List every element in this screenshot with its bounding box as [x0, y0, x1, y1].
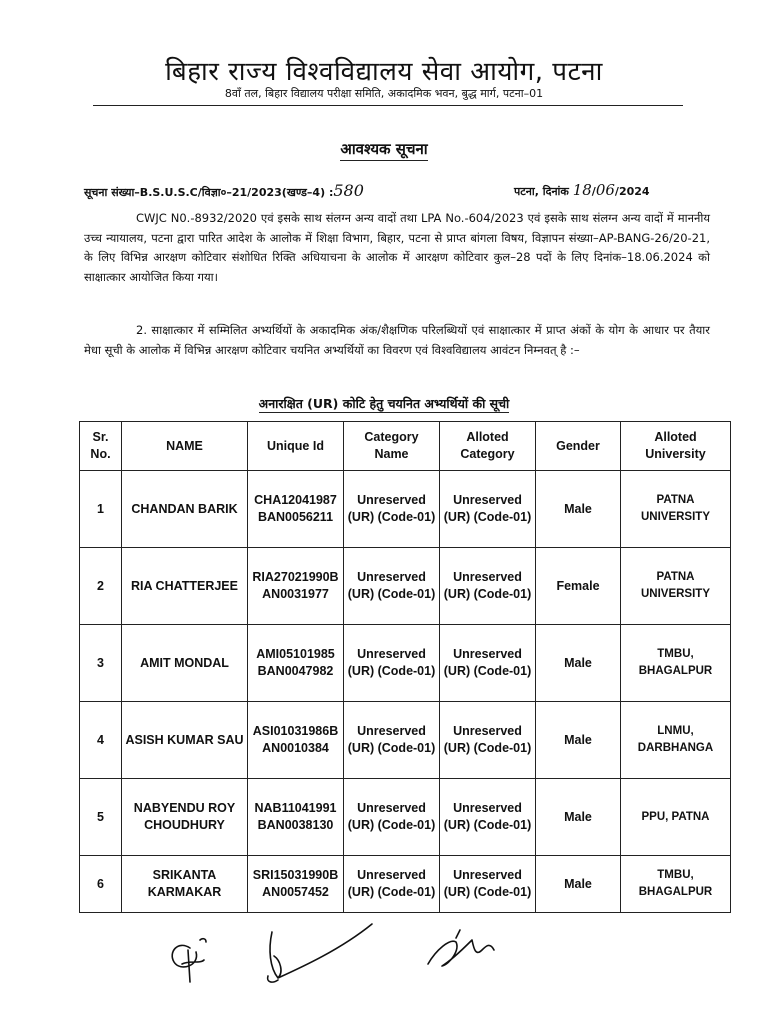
- date-day: 18: [572, 181, 592, 199]
- signature-strokes: [160, 920, 560, 1000]
- reference-number: 580: [333, 181, 364, 200]
- cell-sr: 2: [80, 548, 122, 625]
- cell-gender: Male: [536, 471, 621, 548]
- signature-2: [268, 924, 372, 982]
- table-title-text: अनारक्षित (UR) कोटि हेतु चयनित अभ्यर्थियों की सूची: [258, 396, 510, 411]
- table-row: [80, 702, 731, 779]
- signature-1: [172, 939, 206, 982]
- cell-alloted-category: Unreserved (UR) (Code-01): [440, 548, 536, 625]
- cell-alloted-category: Unreserved (UR) (Code-01): [440, 625, 536, 702]
- cell-gender: Male: [536, 702, 621, 779]
- selected-candidates-table: [79, 421, 731, 913]
- cell-university: TMBU, BHAGALPUR: [621, 856, 731, 913]
- header-unique-id: Unique Id: [248, 422, 344, 471]
- cell-sr: 6: [80, 856, 122, 913]
- notice-reference: [84, 181, 364, 200]
- date-year: /2024: [614, 185, 650, 198]
- notice-heading: [0, 139, 768, 159]
- organization-address: 8वाँ तल, बिहार विद्यालय परीक्षा समिति, अकादमिक भवन, बुद्ध मार्ग, पटना–01: [224, 87, 544, 100]
- cell-name: RIA CHATTERJEE: [122, 548, 248, 625]
- header-alloted-category: Alloted Category: [440, 422, 536, 471]
- cell-name: NABYENDU ROY CHOUDHURY: [122, 779, 248, 856]
- header-name: NAME: [122, 422, 248, 471]
- cell-sr: 3: [80, 625, 122, 702]
- cell-unique-id: CHA12041987 BAN0056211: [248, 471, 344, 548]
- table-row: [80, 779, 731, 856]
- cell-gender: Male: [536, 856, 621, 913]
- cell-sr: 5: [80, 779, 122, 856]
- cell-unique-id: ASI01031986BAN0010384: [248, 702, 344, 779]
- cell-university: PPU, PATNA: [621, 779, 731, 856]
- header-sr-no: Sr. No.: [80, 422, 122, 471]
- table-header-row: [80, 422, 731, 471]
- cell-gender: Male: [536, 779, 621, 856]
- cell-name: AMIT MONDAL: [122, 625, 248, 702]
- cell-unique-id: SRI15031990BAN0057452: [248, 856, 344, 913]
- table-row: [80, 471, 731, 548]
- cell-category: Unreserved (UR) (Code-01): [344, 779, 440, 856]
- table-row: [80, 856, 731, 913]
- table-row: [80, 625, 731, 702]
- cell-category: Unreserved (UR) (Code-01): [344, 471, 440, 548]
- header-gender: Gender: [536, 422, 621, 471]
- cell-alloted-category: Unreserved (UR) (Code-01): [440, 779, 536, 856]
- signatures: [160, 920, 560, 1000]
- notice-heading-text: आवश्यक सूचना: [340, 140, 427, 161]
- cell-category: Unreserved (UR) (Code-01): [344, 702, 440, 779]
- cell-category: Unreserved (UR) (Code-01): [344, 548, 440, 625]
- cell-unique-id: AMI05101985 BAN0047982: [248, 625, 344, 702]
- cell-alloted-category: Unreserved (UR) (Code-01): [440, 702, 536, 779]
- paragraph-1: CWJC N0.-8932/2020 एवं इसके साथ संलग्न अन्य वादों तथा LPA No.-604/2023 एवं इसके साथ संलग्न अन्य वादों में माननीय उच्च न्यायालय, पटना द्वारा पारित आदेश के आलोक में शिक्षा विभाग, बिहार, पटना से प्राप्त बांगला विषय, विज्ञापन संख्या–AP-BANG-26/20-21, के लिए विभिन्न आरक्षण कोटिवार संशोधित रिक्ति अधियाचना के आलोक में आरक्षण कोटिवार कुल–28 पदों के लिए दिनांक–18.06.2024 को साक्षात्कार आयोजित किया गया।: [84, 211, 710, 284]
- cell-university: PATNA UNIVERSITY: [621, 471, 731, 548]
- reference-prefix: सूचना संख्या–B.S.U.S.C/विज्ञा०–21/2023(खण्ड–4) :: [84, 186, 334, 199]
- organization-title: बिहार राज्य विश्वविद्यालय सेवा आयोग, पटना: [165, 57, 603, 87]
- cell-unique-id: RIA27021990BAN0031977: [248, 548, 344, 625]
- signature-3: [428, 930, 494, 966]
- header-alloted-university: Alloted University: [621, 422, 731, 471]
- notice-date: पटना, दिनांक 18/06/2024: [514, 181, 650, 199]
- date-month: 06: [595, 181, 615, 199]
- cell-alloted-category: Unreserved (UR) (Code-01): [440, 471, 536, 548]
- date-prefix: पटना, दिनांक: [514, 185, 569, 198]
- cell-university: LNMU, DARBHANGA: [621, 702, 731, 779]
- header-divider: [93, 105, 683, 106]
- cell-gender: Female: [536, 548, 621, 625]
- cell-unique-id: NAB11041991 BAN0038130: [248, 779, 344, 856]
- cell-name: CHANDAN BARIK: [122, 471, 248, 548]
- table-title: [0, 395, 768, 412]
- cell-university: PATNA UNIVERSITY: [621, 548, 731, 625]
- paragraph-2: 2. साक्षात्कार में सम्मिलित अभ्यर्थियों के अकादमिक अंक/शैक्षणिक परिलब्धियों एवं साक्षात्कार में प्राप्त अंकों के योग के आधार पर तैयार मेधा सूची के आलोक में विभिन्न आरक्षण कोटिवार चयनित अभ्यर्थियों का विवरण एवं विश्वविद्यालय आवंटन निम्नवत् है :–: [84, 323, 710, 357]
- cell-alloted-category: Unreserved (UR) (Code-01): [440, 856, 536, 913]
- cell-name: ASISH KUMAR SAU: [122, 702, 248, 779]
- cell-gender: Male: [536, 625, 621, 702]
- cell-sr: 1: [80, 471, 122, 548]
- cell-category: Unreserved (UR) (Code-01): [344, 625, 440, 702]
- header-category-name: Category Name: [344, 422, 440, 471]
- cell-university: TMBU, BHAGALPUR: [621, 625, 731, 702]
- table-row: [80, 548, 731, 625]
- cell-sr: 4: [80, 702, 122, 779]
- cell-name: SRIKANTA KARMAKAR: [122, 856, 248, 913]
- cell-category: Unreserved (UR) (Code-01): [344, 856, 440, 913]
